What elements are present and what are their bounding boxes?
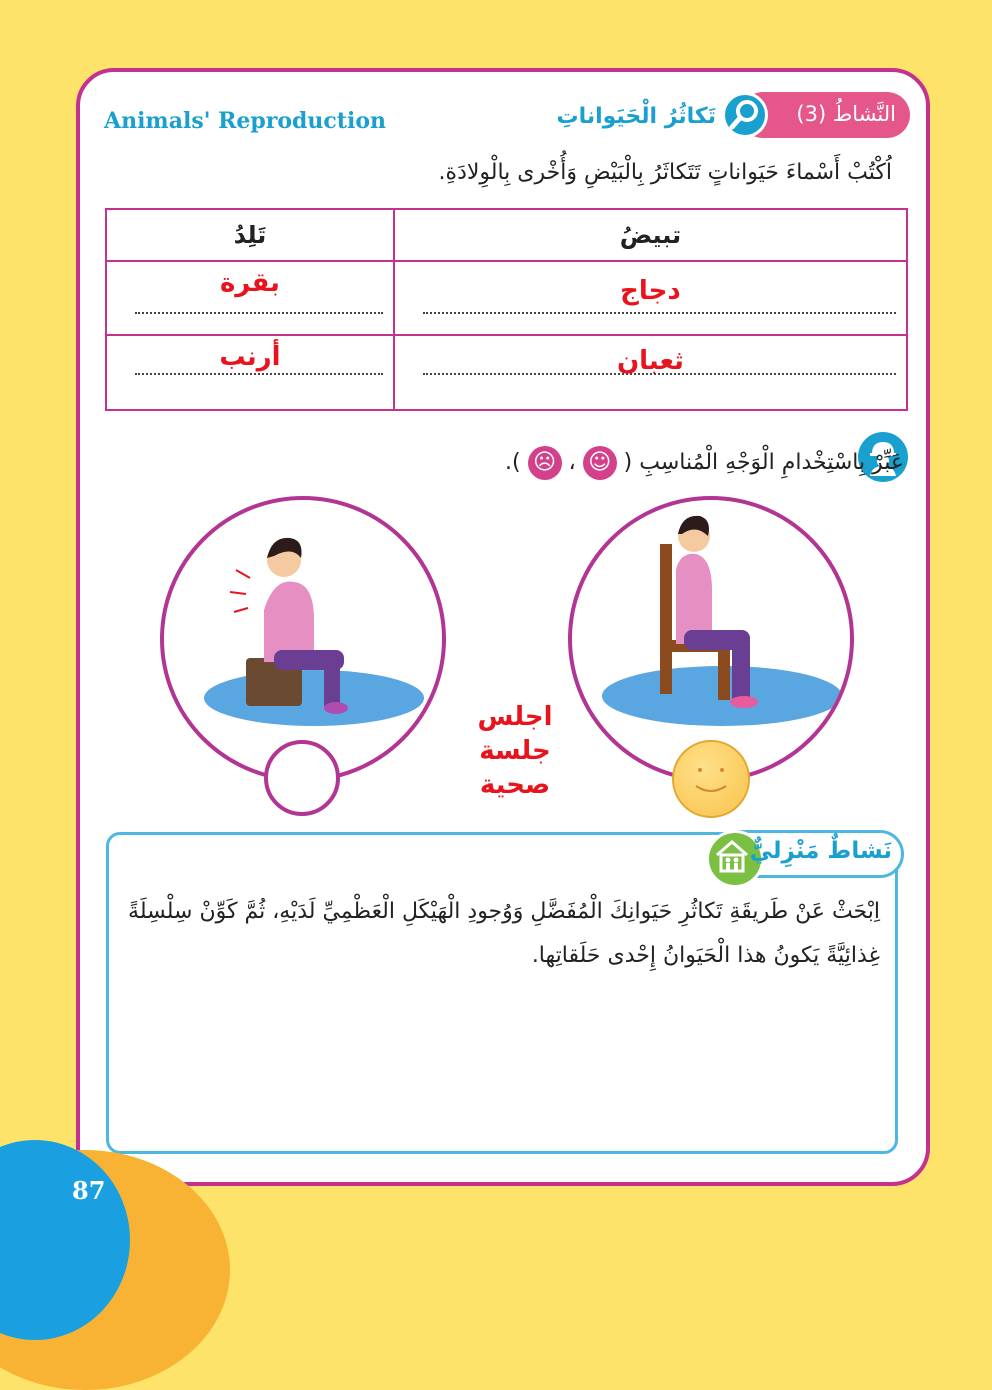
smiley-face-icon [672, 740, 750, 818]
handwritten-note: اجلس جلسة صحية [477, 702, 553, 800]
answer-cell[interactable]: دجاج [394, 261, 907, 335]
activity-title: تَكاثُرُ الْحَيَواناتِ [556, 104, 716, 129]
header-cell-gives-birth: تَلِدُ [106, 209, 394, 261]
answer-cell[interactable]: بقرة [106, 261, 394, 335]
header-cell-lays-eggs: تبيضُ [394, 209, 907, 261]
sad-face-icon: ☹ [528, 446, 562, 480]
home-activity-box [106, 832, 898, 1154]
animals-table [105, 208, 908, 411]
instruction-text: اُكْتُبْ أَسْماءَ حَيَواناتٍ تَتَكاثَرُ بِالْبَيْضِ وَأُخْرى بِالْوِلادَةِ. [438, 160, 892, 185]
english-title: Animals' Reproduction [104, 108, 386, 134]
home-activity-text: اِبْحَثْ عَنْ طَريقَةِ تَكاثُرِ حَيَوانِكَ الْمُفَضَّلِ وَوُجودِ الْهَيْكَلِ الْعَظْمِيِّ لَدَيْهِ، ثُمَّ كَوِّنْ سِلْسِلَةً غِذائِيَّةً يَكونُ هذا الْحَيَوانُ إِحْدى حَلَقاتِها. [128, 899, 880, 968]
answer-cell[interactable]: أرنب [106, 335, 394, 410]
activity-label: النَّشاطُ (3) [796, 102, 896, 126]
home-activity-label: نَشاطٌ مَنْزِليٌّ [749, 838, 892, 864]
empty-face-circle[interactable] [264, 740, 340, 816]
answer-cell[interactable]: ثعبان [394, 335, 907, 410]
express-instruction: عَبِّرْ بِاسْتِخْدامِ الْوَجْهِ الْمُناسِبِ ( ☺ ، ☹ ). [505, 446, 904, 480]
happy-face-icon: ☺ [583, 446, 617, 480]
page-number: 87 [72, 1176, 106, 1205]
magnifier-icon [722, 92, 768, 138]
